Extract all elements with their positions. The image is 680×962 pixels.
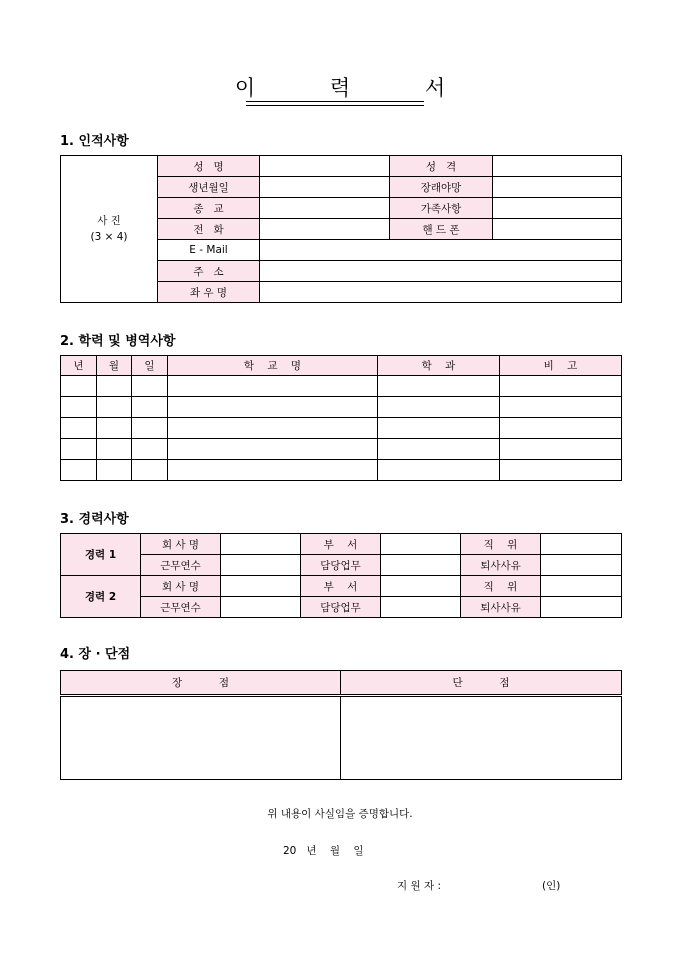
edu-cell[interactable] — [378, 397, 500, 418]
edu-cell[interactable] — [378, 439, 500, 460]
religion-field[interactable] — [260, 198, 390, 219]
name-field[interactable] — [260, 156, 390, 177]
hope-label: 장래야망 — [390, 177, 493, 198]
edu-cell[interactable] — [132, 439, 168, 460]
career-1-dept-field[interactable] — [381, 534, 461, 555]
edu-cell[interactable] — [500, 418, 622, 439]
phone-field[interactable] — [260, 219, 390, 240]
edu-cell[interactable] — [61, 376, 97, 397]
edu-cell[interactable] — [97, 460, 132, 481]
table-row — [61, 418, 622, 439]
career-1-duty-label: 담당업무 — [301, 555, 381, 576]
edu-cell[interactable] — [61, 439, 97, 460]
hope-field[interactable] — [493, 177, 622, 198]
motto-field[interactable] — [260, 282, 622, 303]
edu-cell[interactable] — [168, 439, 378, 460]
email-label: E - Mail — [158, 240, 260, 261]
address-field[interactable] — [260, 261, 622, 282]
edu-cell[interactable] — [378, 418, 500, 439]
title-underline-double — [246, 105, 424, 106]
career-2-company-field[interactable] — [221, 576, 301, 597]
mobile-field[interactable] — [493, 219, 622, 240]
edu-header-month: 월 — [97, 356, 132, 376]
address-label: 주 소 — [158, 261, 260, 282]
date-line: 20 년 월 일 — [283, 845, 364, 857]
career-2-period-field[interactable] — [221, 597, 301, 618]
edu-header-school: 학 교 명 — [168, 356, 378, 376]
edu-cell[interactable] — [378, 460, 500, 481]
birth-field[interactable] — [260, 177, 390, 198]
career-2-duty-field[interactable] — [381, 597, 461, 618]
table-row — [61, 397, 622, 418]
weaknesses-header: 단 점 — [341, 671, 622, 696]
career-1-company-label: 회 사 명 — [141, 534, 221, 555]
career-2-reason-label: 퇴사사유 — [461, 597, 541, 618]
character-field[interactable] — [493, 156, 622, 177]
section-education-heading: 2. 학력 및 병역사항 — [60, 334, 176, 349]
career-1-position-field[interactable] — [541, 534, 622, 555]
section-personal-heading: 1. 인적사항 — [60, 134, 129, 149]
career-2-position-label: 직 위 — [461, 576, 541, 597]
career-table — [60, 533, 622, 618]
edu-cell[interactable] — [97, 418, 132, 439]
edu-cell[interactable] — [61, 460, 97, 481]
edu-cell[interactable] — [168, 376, 378, 397]
career-1-period-label: 근무연수 — [141, 555, 221, 576]
character-label: 성 격 — [390, 156, 493, 177]
phone-label: 전 화 — [158, 219, 260, 240]
applicant-label: 지 원 자 : — [397, 880, 441, 892]
career-1-duty-field[interactable] — [381, 555, 461, 576]
mobile-label: 핸 드 폰 — [390, 219, 493, 240]
statement-text: 위 내용이 사실임을 증명합니다. — [267, 808, 413, 820]
edu-cell[interactable] — [168, 418, 378, 439]
career-2-dept-field[interactable] — [381, 576, 461, 597]
title-underline — [246, 101, 424, 102]
edu-cell[interactable] — [500, 460, 622, 481]
weaknesses-field[interactable] — [341, 696, 622, 780]
edu-header-day: 일 — [132, 356, 168, 376]
edu-cell[interactable] — [97, 397, 132, 418]
seal-label: (인) — [542, 880, 561, 892]
career-2-duty-label: 담당업무 — [301, 597, 381, 618]
edu-header-major: 학 과 — [378, 356, 500, 376]
career-1-company-field[interactable] — [221, 534, 301, 555]
education-table — [60, 355, 622, 481]
career-1-label: 경력 1 — [61, 534, 141, 576]
edu-cell[interactable] — [97, 439, 132, 460]
edu-cell[interactable] — [132, 397, 168, 418]
personal-info-table — [60, 155, 622, 303]
career-1-position-label: 직 위 — [461, 534, 541, 555]
career-1-period-field[interactable] — [221, 555, 301, 576]
edu-header-year: 년 — [61, 356, 97, 376]
edu-cell[interactable] — [97, 376, 132, 397]
table-row — [61, 376, 622, 397]
career-2-position-field[interactable] — [541, 576, 622, 597]
career-2-reason-field[interactable] — [541, 597, 622, 618]
edu-cell[interactable] — [168, 460, 378, 481]
education-header-row — [61, 356, 622, 376]
motto-label: 좌 우 명 — [158, 282, 260, 303]
page-title: 이 력 서 — [234, 76, 480, 100]
career-2-label: 경력 2 — [61, 576, 141, 618]
birth-label: 생년월일 — [158, 177, 260, 198]
career-1-reason-field[interactable] — [541, 555, 622, 576]
edu-cell[interactable] — [500, 397, 622, 418]
photo-box[interactable] — [61, 156, 158, 303]
career-2-period-label: 근무연수 — [141, 597, 221, 618]
edu-cell[interactable] — [132, 418, 168, 439]
edu-header-note: 비 고 — [500, 356, 622, 376]
career-1-dept-label: 부 서 — [301, 534, 381, 555]
table-row — [61, 460, 622, 481]
family-field[interactable] — [493, 198, 622, 219]
edu-cell[interactable] — [500, 376, 622, 397]
edu-cell[interactable] — [61, 418, 97, 439]
photo-size: (3 × 4) — [90, 231, 128, 243]
email-field[interactable] — [260, 240, 622, 261]
edu-cell[interactable] — [132, 460, 168, 481]
career-2-dept-label: 부 서 — [301, 576, 381, 597]
career-2-company-label: 회 사 명 — [141, 576, 221, 597]
section-strengths-heading: 4. 장 · 단점 — [60, 647, 131, 662]
edu-cell[interactable] — [168, 397, 378, 418]
strengths-table — [60, 670, 622, 780]
name-label: 성 명 — [158, 156, 260, 177]
edu-cell[interactable] — [378, 376, 500, 397]
table-row — [61, 439, 622, 460]
strengths-field[interactable] — [61, 696, 341, 780]
religion-label: 종 교 — [158, 198, 260, 219]
career-1-reason-label: 퇴사사유 — [461, 555, 541, 576]
strengths-header: 장 점 — [61, 671, 341, 696]
edu-cell[interactable] — [500, 439, 622, 460]
edu-cell[interactable] — [61, 397, 97, 418]
photo-label: 사 진 — [97, 215, 121, 227]
section-career-heading: 3. 경력사항 — [60, 512, 129, 527]
edu-cell[interactable] — [132, 376, 168, 397]
family-label: 가족사항 — [390, 198, 493, 219]
